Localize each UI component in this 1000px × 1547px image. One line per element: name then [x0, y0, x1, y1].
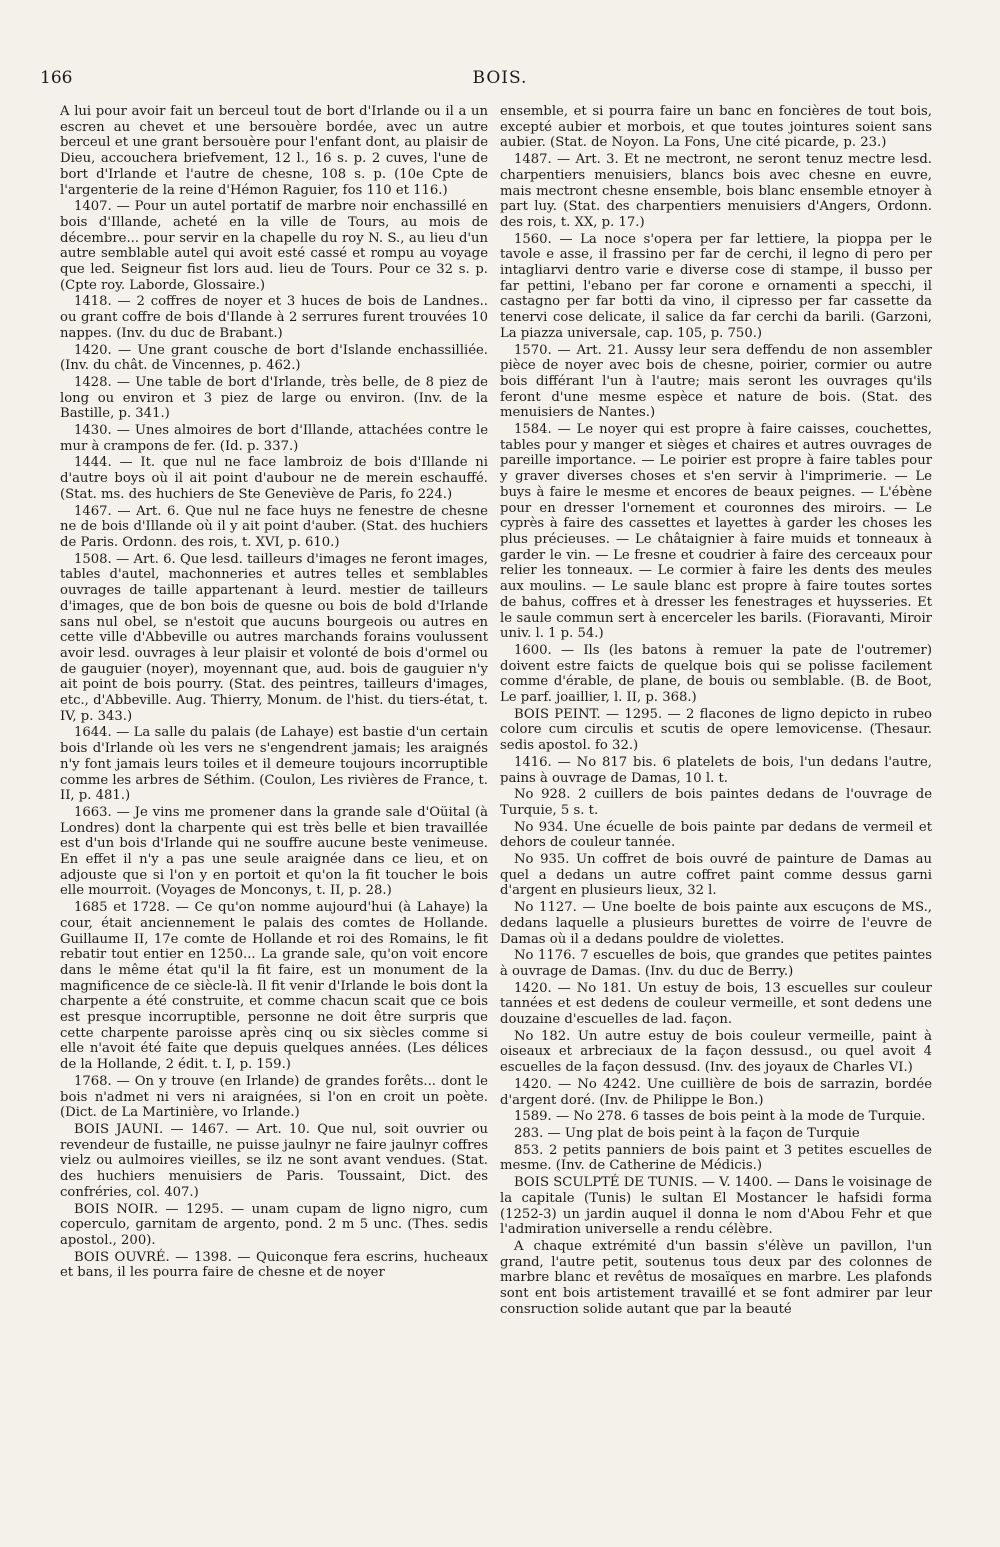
- paragraph: 1663. — Je vins me promener dans la grande sale d'Oüital (à Londres) dont la charpente qui est très belle et bien travaillée est d'un bois d'Irlande qui ne souffre aucune beste venimeuse. En effet il n'y a pas une seule araignée dans ce lieu, et on adjouste que si l'on y en portoit et qu'on la fit toucher le bois elle mourroit. (Voyages de Monconys, t. II, p. 28.): [60, 804, 488, 899]
- paragraph: A chaque extrémité d'un bassin s'élève un pavillon, l'un grand, l'autre petit, soutenus tous deux par des colonnes de marbre blanc et revêtus de mosaïques en marbre. Les plafonds sont ent bois artistement travaillé et se font admirer par leur consruction solide autant que par la beauté: [500, 1238, 932, 1317]
- paragraph: No 934. Une écuelle de bois painte par dedans de vermeil et dehors de couleur tannée.: [500, 819, 932, 851]
- paragraph: 1467. — Art. 6. Que nul ne face huys ne fenestre de chesne ne de bois d'Illande où il y ait point d'auber. (Stat. des huchiers de Paris. Ordonn. des rois, t. XVI, p. 610.): [60, 503, 488, 550]
- paragraph: 1420. — No 4242. Une cuillière de bois de sarrazin, bordée d'argent doré. (Inv. de Philippe le Bon.): [500, 1076, 932, 1108]
- running-title: BOIS.: [472, 68, 528, 88]
- paragraph: No 182. Un autre estuy de bois couleur vermeille, paint à oiseaux et arbreciaux de la façon dessusd., ou quel avoit 4 escuelles de la façon dessusd. (Inv. des joyaux de Charles VI.): [500, 1028, 932, 1076]
- paragraph: No 1176. 7 escuelles de bois, que grandes que petites paintes à ouvrage de Damas. (Inv. du duc de Berry.): [500, 948, 932, 979]
- paragraph: 1416. — No 817 bis. 6 platelets de bois, l'un dedans l'autre, pains à ouvrage de Damas, 10 l. t.: [500, 754, 932, 786]
- paragraph: 1644. — La salle du palais (de Lahaye) est bastie d'un certain bois d'Irlande où les vers ne s'engendrent jamais; les araignés n'y font jamais leurs toiles et il demeure toujours incorruptible comme les arbres de Séthim. (Coulon, Les rivières de France, t. II, p. 481.): [60, 725, 488, 804]
- paragraph: 1589. — No 278. 6 tasses de bois peint à la mode de Turquie.: [514, 1109, 926, 1125]
- page-number: 166: [40, 68, 73, 88]
- paragraph: 1418. — 2 coffres de noyer et 3 huces de bois de Landnes.. ou grant coffre de bois d'Ilande à 2 serrures furent trouvées 10 nappes. (Inv. du duc de Brabant.): [60, 294, 488, 341]
- paragraph: BOIS PEINT. — 1295. — 2 flacones de ligno depicto in rubeo colore cum circulis et scutis de opere lemovicense. (Thesaur. sedis apostol. fo 32.): [500, 706, 932, 754]
- paragraph: BOIS JAUNI. — 1467. — Art. 10. Que nul, soit ouvrier ou revendeur de fustaille, ne puisse jaulnyr ne faire jaulnyr coffres vielz ou aulmoires vieilles, se ilz ne sont avant vendues. (Stat. des huchiers menuisiers de Paris. Toussaint, Dict. des confréries, col. 407.): [60, 1122, 488, 1200]
- paragraph: 1428. — Une table de bort d'Irlande, très belle, de 8 piez de long ou environ et 3 piez de large ou environ. (Inv. de la Bastille, p. 341.): [60, 374, 488, 422]
- paragraph: No 928. 2 cuillers de bois paintes dedans de l'ouvrage de Turquie, 5 s. t.: [500, 787, 932, 818]
- paragraph: A lui pour avoir fait un berceul tout de bort d'Irlande ou il a un escren au chevet et une bersouère bordée, avec un autre berceul et une grant bersouère pour l'enfant dont, au plaisir de Dieu, accouchera briefvement, 12 l., 16 s. p. 2 cuves, l'une de bort d'Irlande et l'autre de chesne, 108 s. p. (10e Cpte de l'argenterie de la reine d'Hémon Raguier, fos 110 et 116.): [60, 104, 488, 198]
- paragraph: 1584. — Le noyer qui est propre à faire caisses, couchettes, tables pour y manger et sièges et chaires et autres ouvrages de pareille importance. — Le poirier est propre à faire tables pour y graver diverses choses et s'en servir à l'imprimerie. — Le buys à faire le mesme et encores de beaux peignes. — L'ébène pour en dresser l'ornement et couronnes des miroirs. — Le cyprès à faire des cassettes et layettes à garder les choses les plus précieuses. — Le châtaignier à faire muids et tonneaux à garder le vin. — Le fresne et coudrier à faire des cerceaux pour relier les tonneaux. — Le cormier à faire les dents des meules aux moulins. — Le saule blanc est propre à faire toutes sortes de bahus, coffres et à dresser les fenestrages et huysseries. Et le saule commun sert à encerceler les barils. (Fioravanti, Miroir univ. l. 1 p. 54.): [500, 422, 932, 642]
- paragraph: 1420. — Une grant cousche de bort d'Islande enchassilliée. (Inv. du chât. de Vincennes, p. 462.): [60, 342, 488, 374]
- paragraph: 1430. — Unes almoires de bort d'Illande, attachées contre le mur à crampons de fer. (Id. p. 337.): [60, 423, 488, 454]
- paragraph: ensemble, et si pourra faire un banc en foncières de tout bois, excepté aubier et morbois, et que toutes jointures soient sans aubier. (Stat. de Noyon. La Fons, Une cité picarde, p. 23.): [500, 104, 932, 151]
- paragraph: 1407. — Pour un autel portatif de marbre noir enchassillé en bois d'Illande, acheté en la ville de Tours, au mois de décembre... pour servir en la chapelle du roy N. S., au lieu d'un autre semblable autel qui avoit esté cassé et rompu au voyage que led. Seigneur fist lors aud. lieu de Tours. Pour ce 32 s. p. (Cpte roy. Laborde, Glossaire.): [60, 199, 488, 293]
- paragraph: 1560. — La noce s'opera per far lettiere, la pioppa per le tavole e asse, il frassino per far de cerchi, il legno di pero per intagliarvi dentro varie e diverse cose di stampe, il busso per far pettini, l'ebano per far corone e ornamenti a specchi, il castagno per far botti da vino, il cipresso per far cassette da tenervi cose delicate, il salice da far cerchi da barili. (Garzoni, La piazza universale, cap. 105, p. 750.): [500, 231, 932, 341]
- paragraph: BOIS SCULPTÉ DE TUNIS. — V. 1400. — Dans le voisinage de la capitale (Tunis) le sultan El Mostancer le hafsidi forma (1252-3) un jardin auquel il donna le nom d'Abou Fehr et que l'admiration universelle a rendu célèbre.: [500, 1175, 932, 1238]
- paragraph: 1685 et 1728. — Ce qu'on nomme aujourd'hui (à Lahaye) la cour, était anciennement le palais des comtes de Hollande. Guillaume II, 17e comte de Hollande et roi des Romains, le fit rebatir tout entier en 1250... La grande sale, qu'on voit encore dans le même état qu'il la fit faire, est un monument de la magnificence de ce siècle-là. Il fit venir d'Irlande le bois dont la charpente a été construite, et comme chacun scait que ce bois est presque incorruptible, personne ne doit être surpris que cette charpente paroisse après cinq ou six siècles comme si elle n'avoit été faite que depuis quelques années. (Les délices de la Hollande, 2 édit. t. I, p. 159.): [60, 900, 488, 1073]
- paragraph: 1444. — It. que nul ne face lambroiz de bois d'Illande ni d'autre boys où il ait point d'aubour ne de merein eschauffé. (Stat. ms. des huchiers de Ste Geneviève de Paris, fo 224.): [60, 455, 488, 502]
- paragraph: No 935. Un coffret de bois ouvré de painture de Damas au quel a dedans un autre coffret paint comme dessus garni d'argent en plusieurs lieux, 32 l.: [500, 852, 932, 899]
- paragraph: 1420. — No 181. Un estuy de bois, 13 escuelles sur couleur tannées et est dedens de couleur vermeille, et sont dedens une douzaine d'escuelles de lad. façon.: [500, 980, 932, 1028]
- left-column: [60, 104, 488, 1282]
- paragraph: 1570. — Art. 21. Aussy leur sera deffendu de non assembler pièce de noyer avec bois de chesne, poirier, cormier ou autre bois différant l'un à l'autre; mais seront les ouvrages qu'ils feront d'une mesme espèce et nature de bois. (Stat. des menuisiers de Nantes.): [500, 342, 932, 421]
- paragraph: 1768. — On y trouve (en Irlande) de grandes forêts... dont le bois n'admet ni vers ni araignées, si l'on en croit un poète. (Dict. de La Martinière, vo Irlande.): [60, 1073, 488, 1121]
- paragraph: 1508. — Art. 6. Que lesd. tailleurs d'images ne feront images, tables d'autel, machonneries et autres telles et semblables ouvrages de taille appartenant à leurd. mestier de tailleurs d'images, que de bon bois de quesne ou bois de bold d'Irlande sans nul obel, se n'estoit que aucuns bourgeois ou autres en cette ville d'Abbeville ou autres marchands forains voulussent avoir lesd. ouvrages à leur plaisir et volonté de bois d'ormel ou de gauguier (noyer), moyennant que, aud. bois de gauguier n'y ait point de bois pourry. (Stat. des peintres, tailleurs d'images, etc., d'Abbeville. Aug. Thierry, Monum. de l'hist. du tiers-état, t. IV, p. 343.): [60, 551, 488, 724]
- paragraph: 1600. — Ils (les batons à remuer la pate de l'outremer) doivent estre faicts de quelque bois qui se polisse facilement comme d'érable, de plane, de bouis ou semblable. (B. de Boot, Le parf. joaillier, l. II, p. 368.): [500, 642, 932, 706]
- page-header: [40, 68, 960, 90]
- paragraph: No 1127. — Une boelte de bois painte aux escuçons de MS., dedans laquelle a plusieurs burettes de voirre de l'euvre de Damas où il a dedans pouldre de violettes.: [500, 900, 932, 947]
- paragraph: 283. — Ung plat de bois peint à la façon de Turquie: [514, 1126, 860, 1141]
- right-column: [500, 104, 932, 1318]
- paragraph: 853. 2 petits panniers de bois paint et 3 petites escuelles de mesme. (Inv. de Catherine de Médicis.): [500, 1142, 932, 1174]
- paragraph: BOIS OUVRÉ. — 1398. — Quiconque fera escrins, hucheaux et bans, il les pourra faire de chesne et de noyer: [60, 1249, 488, 1281]
- paragraph: BOIS NOIR. — 1295. — unam cupam de ligno nigro, cum coperculo, garnitam de argento, pond. 2 m 5 unc. (Thes. sedis apostol., 200).: [60, 1201, 488, 1248]
- paragraph: 1487. — Art. 3. Et ne mectront, ne seront tenuz mectre lesd. charpentiers menuisiers, blancs bois avec chesne en euvre, mais mectront chesne ensemble, bois blanc ensemble etnoyer à part luy. (Stat. des charpentiers menuisiers d'Angers, Ordonn. des rois, t. XX, p. 17.): [500, 152, 932, 230]
